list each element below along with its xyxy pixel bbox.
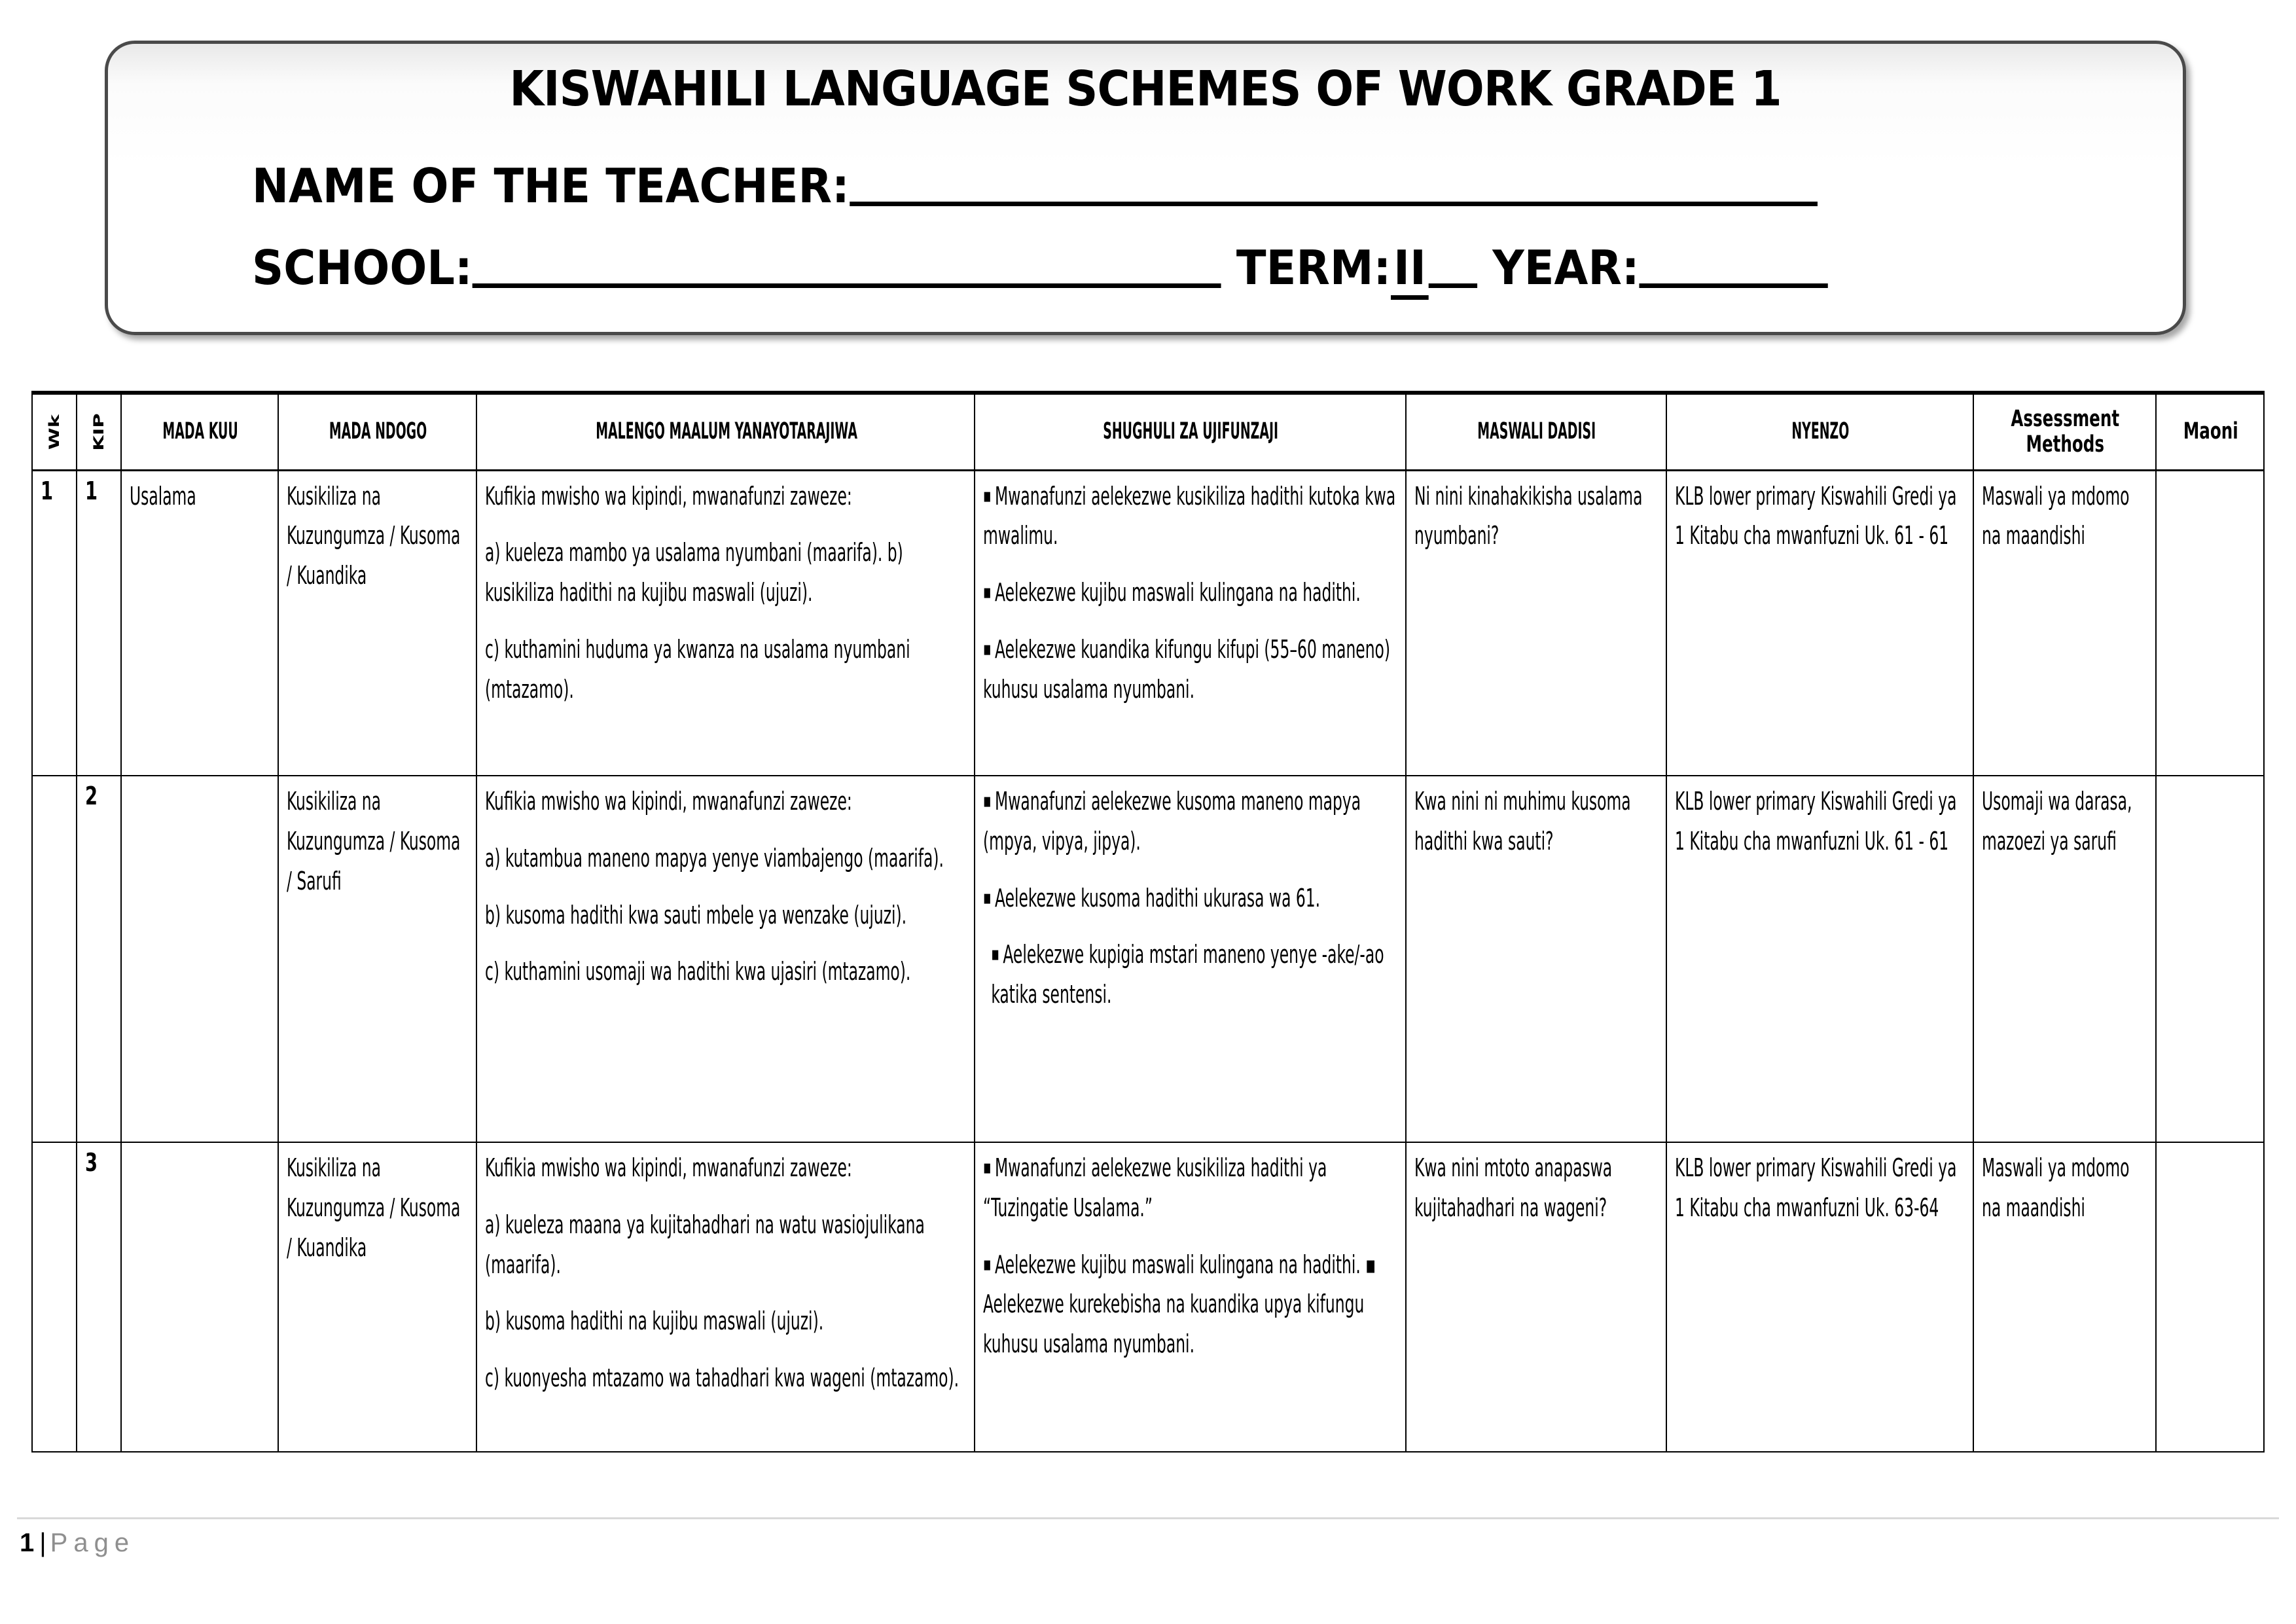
cell-maswali: Ni nini kinahakikisha usalama nyumbani? xyxy=(1406,470,1667,776)
cell-mada-kuu xyxy=(121,1142,278,1452)
cell-mada-kuu: Usalama xyxy=(121,470,278,776)
cell-maswali: Kwa nini ni muhimu kusoma hadithi kwa sauti? xyxy=(1406,776,1667,1142)
school-term-year-row xyxy=(252,240,1828,300)
cell-nyenzo: KLB lower primary Kiswahili Gredi ya 1 Kitabu cha mwanfuzni Uk. 63-64 xyxy=(1666,1142,1973,1452)
school-name-blank[interactable] xyxy=(473,283,1221,288)
cell-nyenzo: KLB lower primary Kiswahili Gredi ya 1 Kitabu cha mwanfuzni Uk. 61 - 61 xyxy=(1666,776,1973,1142)
table-row xyxy=(32,1142,2264,1452)
bullet-icon: ▪ xyxy=(983,1156,992,1179)
document-title: KISWAHILI LANGUAGE SCHEMES OF WORK GRADE 1 xyxy=(509,61,1782,117)
bullet-icon: ▪ xyxy=(983,581,992,604)
teacher-label: NAME OF THE TEACHER: xyxy=(252,158,850,213)
cell-assessment: Maswali ya mdomo na maandishi xyxy=(1973,470,2156,776)
cell-malengo: Kufikia mwisho wa kipindi, mwanafunzi zaweze: a) kueleza mambo ya usalama nyumbani (maarifa). b) kusikiliza hadithi na kujibu maswali (ujuzi). c) kuthamini huduma ya kwanza na usalama nyumbani (mtazamo). xyxy=(476,470,975,776)
cell-malengo: Kufikia mwisho wa kipindi, mwanafunzi zaweze: a) kueleza maana ya kujitahadhari na watu wasiojulikana (maarifa). b) kusoma hadithi na kujibu maswali (ujuzi). c) kuonyesha mtazamo wa tahadhari kwa wageni (mtazamo). xyxy=(476,1142,975,1452)
cell-maoni xyxy=(2156,1142,2264,1452)
cell-shughuli: ▪ Mwanafunzi aelekezwe kusikiliza hadithi ya “Tuzingatie Usalama.” ▪ Aelekezwe kujibu maswali kulingana na hadithi. ▪ Aelekezwe kurekebisha na kuandika upya kifungu kuhusu usalama nyumbani. xyxy=(975,1142,1406,1452)
title-banner xyxy=(105,41,2186,335)
column-header-assessment-methods: Assessment Methods xyxy=(1973,393,2156,470)
column-header-mada-ndogo: MADA NDOGO xyxy=(278,393,476,470)
cell-malengo: Kufikia mwisho wa kipindi, mwanafunzi zaweze: a) kutambua maneno mapya yenye viambajengo (maarifa). b) kusoma hadithi kwa sauti mbele ya wenzake (ujuzi). c) kuthamini usomaji wa hadithi kwa ujasiri (mtazamo). xyxy=(476,776,975,1142)
column-header-maswali: MASWALI DADISI xyxy=(1406,393,1667,470)
table-row xyxy=(32,776,2264,1142)
bullet-icon: ▪ xyxy=(991,943,999,966)
cell-shughuli: ▪ Mwanafunzi aelekezwe kusikiliza hadithi kutoka kwa mwalimu. ▪ Aelekezwe kujibu maswali kulingana na hadithi. ▪ Aelekezwe kuandika kifungu kifupi (55–60 maneno) kuhusu usalama nyumbani. xyxy=(975,470,1406,776)
cell-wk xyxy=(32,776,77,1142)
term-blank[interactable] xyxy=(1429,283,1477,288)
term-value[interactable]: II xyxy=(1391,240,1428,300)
bullet-icon: ▪ xyxy=(983,1252,992,1276)
year-label: YEAR: xyxy=(1492,240,1640,295)
footer-page-number: 1 xyxy=(20,1528,35,1557)
cell-assessment: Usomaji wa darasa, mazoezi ya sarufi xyxy=(1973,776,2156,1142)
cell-mada-kuu xyxy=(121,776,278,1142)
cell-kip: 1 xyxy=(77,470,121,776)
cell-mada-ndogo: Kusikiliza na Kuzungumza / Kusoma / Kuandika xyxy=(278,470,476,776)
column-header-maoni: Maoni xyxy=(2156,393,2264,470)
cell-nyenzo: KLB lower primary Kiswahili Gredi ya 1 Kitabu cha mwanfuzni Uk. 61 - 61 xyxy=(1666,470,1973,776)
year-blank[interactable] xyxy=(1640,283,1828,288)
cell-mada-ndogo: Kusikiliza na Kuzungumza / Kusoma / Kuandika xyxy=(278,1142,476,1452)
bullet-icon: ▪ xyxy=(983,484,992,507)
footer-page-word: Page xyxy=(50,1528,135,1557)
column-header-mada-kuu: MADA KUU xyxy=(121,393,278,470)
cell-kip: 3 xyxy=(77,1142,121,1452)
page-footer xyxy=(20,1528,135,1558)
cell-wk: 1 xyxy=(32,470,77,776)
table-header-row xyxy=(32,393,2264,470)
cell-maswali: Kwa nini mtoto anapaswa kujitahadhari na wageni? xyxy=(1406,1142,1667,1452)
schemes-of-work-table xyxy=(31,391,2265,1453)
column-header-nyenzo: NYENZO xyxy=(1666,393,1973,470)
cell-maoni xyxy=(2156,776,2264,1142)
cell-wk xyxy=(32,1142,77,1452)
teacher-name-blank[interactable] xyxy=(850,202,1818,206)
cell-maoni xyxy=(2156,470,2264,776)
bullet-icon: ▪ xyxy=(983,789,992,812)
column-header-kip: KIP xyxy=(77,393,121,470)
column-header-shughuli: SHUGHULI ZA UJIFUNZAJI xyxy=(975,393,1406,470)
table-row xyxy=(32,470,2264,776)
bullet-icon: ▪ xyxy=(983,886,992,909)
footer-divider xyxy=(17,1517,2279,1519)
footer-separator: | xyxy=(39,1528,46,1557)
column-header-wk: Wk xyxy=(32,393,77,470)
school-label: SCHOOL: xyxy=(252,240,473,295)
column-header-malengo: MALENGO MAALUM YANAYOTARAJIWA xyxy=(476,393,975,470)
cell-shughuli: ▪ Mwanafunzi aelekezwe kusoma maneno mapya (mpya, vipya, jipya). ▪ Aelekezwe kusoma hadithi ukurasa wa 61. ▪ Aelekezwe kupigia mstari maneno yenye -ake/-ao katika sentensi. xyxy=(975,776,1406,1142)
bullet-icon: ▪ xyxy=(983,637,992,660)
term-label: TERM: xyxy=(1236,240,1391,295)
cell-kip: 2 xyxy=(77,776,121,1142)
cell-mada-ndogo: Kusikiliza na Kuzungumza / Kusoma / Sarufi xyxy=(278,776,476,1142)
teacher-name-field-row xyxy=(252,158,1817,213)
cell-assessment: Maswali ya mdomo na maandishi xyxy=(1973,1142,2156,1452)
